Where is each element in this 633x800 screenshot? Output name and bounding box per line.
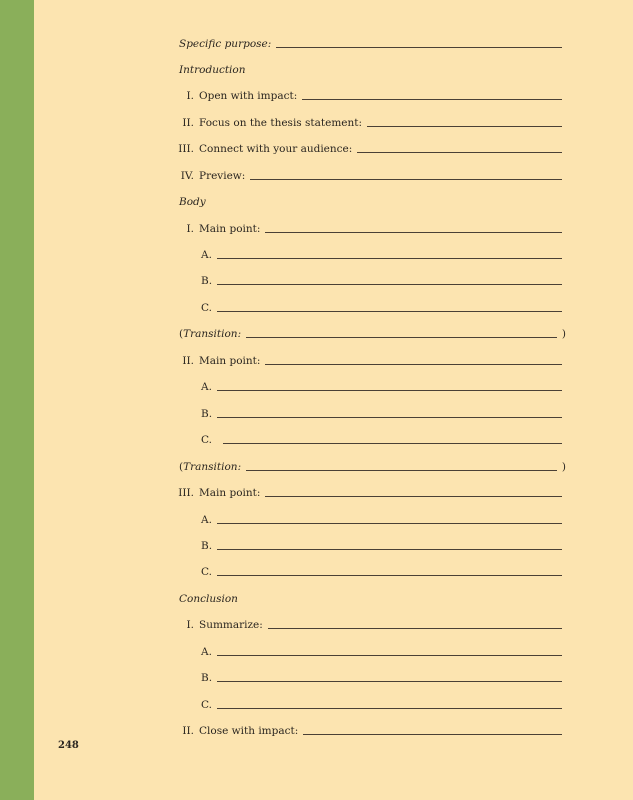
transition-label: Transition: — [183, 461, 242, 473]
intro-item-2 — [172, 115, 562, 129]
sub-line[interactable] — [223, 443, 562, 444]
summarize-number: I. — [186, 619, 194, 631]
intro-item-4-label: Preview: — [199, 170, 246, 182]
main-point-3-line[interactable] — [265, 496, 562, 497]
intro-item-4 — [172, 168, 562, 182]
transition-close-paren: ) — [561, 461, 566, 473]
main-point-1-number: I. — [186, 223, 194, 235]
close-line[interactable] — [303, 734, 562, 735]
summarize-sub-b — [201, 670, 562, 684]
summarize-sub-a — [201, 644, 562, 658]
sub-line[interactable] — [217, 681, 562, 682]
summarize-row — [172, 617, 562, 631]
body-heading: Body — [179, 196, 206, 208]
intro-item-3-number: III. — [178, 143, 194, 155]
main-point-3-number: III. — [178, 487, 194, 499]
sub-line[interactable] — [217, 523, 562, 524]
main-point-1-sub-c — [201, 300, 562, 314]
introduction-heading: Introduction — [179, 64, 246, 76]
transition-1-row — [179, 326, 566, 340]
main-point-3-sub-b — [201, 538, 562, 552]
sub-letter: B. — [201, 540, 213, 552]
intro-item-1-label: Open with impact: — [199, 90, 298, 102]
intro-item-4-number: IV. — [180, 170, 194, 182]
sub-line[interactable] — [217, 258, 562, 259]
specific-purpose-line[interactable] — [276, 47, 562, 48]
transition-2-row — [179, 459, 566, 473]
conclusion-heading: Conclusion — [179, 593, 238, 605]
main-point-2-line[interactable] — [265, 364, 562, 365]
sub-letter: C. — [201, 302, 212, 314]
sub-line[interactable] — [217, 708, 562, 709]
green-spine-bar — [0, 0, 34, 800]
intro-item-2-label: Focus on the thesis statement: — [199, 117, 363, 129]
transition-2-line[interactable] — [246, 470, 557, 471]
main-point-3 — [172, 485, 562, 499]
intro-item-4-line[interactable] — [250, 179, 562, 180]
close-number: II. — [182, 725, 194, 737]
specific-purpose-label: Specific purpose: — [179, 38, 272, 50]
main-point-1-label: Main point: — [199, 223, 261, 235]
sub-letter: A. — [201, 514, 212, 526]
sub-letter: C. — [201, 566, 212, 578]
sub-line[interactable] — [217, 417, 562, 418]
main-point-3-label: Main point: — [199, 487, 261, 499]
sub-line[interactable] — [217, 311, 562, 312]
intro-item-1-number: I. — [186, 90, 194, 102]
summarize-sub-c — [201, 697, 562, 711]
sub-letter: A. — [201, 646, 212, 658]
transition-open-paren: ( — [179, 461, 184, 473]
sub-letter: B. — [201, 275, 213, 287]
sub-letter: B. — [201, 408, 213, 420]
close-label: Close with impact: — [199, 725, 299, 737]
sub-letter: B. — [201, 672, 213, 684]
sub-letter: A. — [201, 381, 212, 393]
main-point-1-line[interactable] — [265, 232, 562, 233]
main-point-1-sub-a — [201, 247, 562, 261]
main-point-3-sub-c — [201, 564, 562, 578]
transition-open-paren: ( — [179, 328, 184, 340]
intro-item-1-line[interactable] — [302, 99, 562, 100]
transition-close-paren: ) — [561, 328, 566, 340]
intro-item-2-number: II. — [182, 117, 194, 129]
close-with-impact-row — [172, 723, 562, 737]
main-point-2-number: II. — [182, 355, 194, 367]
main-point-2-sub-c — [201, 432, 562, 446]
intro-item-1 — [172, 88, 562, 102]
page-number: 248 — [58, 740, 79, 751]
intro-item-3-line[interactable] — [357, 152, 562, 153]
transition-label: Transition: — [183, 328, 242, 340]
main-point-3-sub-a — [201, 512, 562, 526]
sub-letter: A. — [201, 249, 212, 261]
transition-1-line[interactable] — [246, 337, 557, 338]
intro-item-3-label: Connect with your audience: — [199, 143, 353, 155]
sub-line[interactable] — [217, 284, 562, 285]
sub-letter: C. — [201, 699, 212, 711]
specific-purpose-row — [179, 36, 562, 50]
intro-item-2-line[interactable] — [367, 126, 562, 127]
main-point-2-sub-b — [201, 406, 562, 420]
sub-line[interactable] — [217, 655, 562, 656]
sub-line[interactable] — [217, 549, 562, 550]
summarize-label: Summarize: — [199, 619, 263, 631]
sub-letter: C. — [201, 434, 212, 446]
main-point-2 — [172, 353, 562, 367]
sub-line[interactable] — [217, 575, 562, 576]
intro-item-3 — [172, 141, 562, 155]
main-point-2-label: Main point: — [199, 355, 261, 367]
main-point-2-sub-a — [201, 379, 562, 393]
summarize-line[interactable] — [268, 628, 562, 629]
sub-line[interactable] — [217, 390, 562, 391]
main-point-1 — [172, 221, 562, 235]
main-point-1-sub-b — [201, 273, 562, 287]
